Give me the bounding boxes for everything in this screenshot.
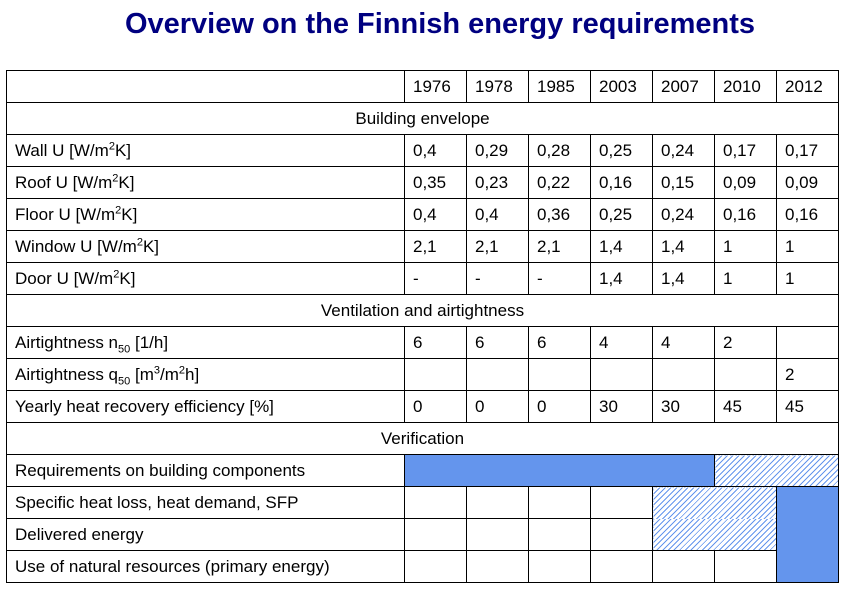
table-cell <box>467 519 529 551</box>
table-row <box>7 199 839 231</box>
table-row <box>7 327 839 359</box>
required-span <box>777 487 839 519</box>
row-label: Roof U $[W/m^2K]$ <box>7 167 405 199</box>
table-row <box>7 135 839 167</box>
year-header: 1978 <box>467 71 529 103</box>
table-cell <box>591 519 653 551</box>
table-cell <box>591 359 653 391</box>
table-cell <box>405 519 467 551</box>
table-cell: 0 <box>467 391 529 423</box>
table-cell: 6 <box>405 327 467 359</box>
table-cell: 2 <box>715 327 777 359</box>
section-row-envelope <box>7 103 839 135</box>
table-cell: - <box>405 263 467 295</box>
year-header: 1976 <box>405 71 467 103</box>
table-cell: 6 <box>467 327 529 359</box>
table-cell: 1,4 <box>653 263 715 295</box>
year-header: 2007 <box>653 71 715 103</box>
year-header: 2010 <box>715 71 777 103</box>
table-row <box>7 359 839 391</box>
section-row-ventilation <box>7 295 839 327</box>
table-cell: 0,4 <box>405 135 467 167</box>
row-label: Yearly heat recovery efficiency [%] <box>7 391 405 423</box>
table-cell: 0,09 <box>715 167 777 199</box>
table-cell: 0,24 <box>653 199 715 231</box>
table-cell: 0,16 <box>591 167 653 199</box>
table-cell <box>591 487 653 519</box>
table-cell: 0,28 <box>529 135 591 167</box>
table-cell: 0,16 <box>715 199 777 231</box>
section-heading-ventilation: Ventilation and airtightness <box>7 295 839 327</box>
row-label: Floor U $[W/m^2K]$ <box>7 199 405 231</box>
table-cell: 1,4 <box>591 263 653 295</box>
table-cell: 45 <box>777 391 839 423</box>
table-cell <box>529 359 591 391</box>
table-cell: 0 <box>405 391 467 423</box>
table-row <box>7 263 839 295</box>
required-span <box>777 551 839 583</box>
table-cell: 0,24 <box>653 135 715 167</box>
year-header: 2003 <box>591 71 653 103</box>
section-heading-verification: Verification <box>7 423 839 455</box>
table-row <box>7 519 839 551</box>
table-cell <box>529 519 591 551</box>
table-cell <box>777 327 839 359</box>
table-cell: 0,17 <box>777 135 839 167</box>
table-cell: 45 <box>715 391 777 423</box>
table-cell <box>653 551 715 583</box>
row-label: Specific heat loss, heat demand, SFP <box>7 487 405 519</box>
table-cell: 0,36 <box>529 199 591 231</box>
table-cell: - <box>467 263 529 295</box>
year-header: 1985 <box>529 71 591 103</box>
table-cell <box>529 551 591 583</box>
table-cell: 2,1 <box>467 231 529 263</box>
table-cell: 0,17 <box>715 135 777 167</box>
table-cell: 1 <box>715 263 777 295</box>
transition-span <box>653 519 777 551</box>
table-cell: 1 <box>715 231 777 263</box>
table-cell: - <box>529 263 591 295</box>
table-row <box>7 391 839 423</box>
table-cell: 0,4 <box>467 199 529 231</box>
table-cell <box>591 551 653 583</box>
table-row <box>7 487 839 519</box>
table-cell <box>467 359 529 391</box>
table-cell <box>715 551 777 583</box>
table-cell: 1 <box>777 231 839 263</box>
table-cell: 0 <box>529 391 591 423</box>
transition-span <box>653 487 777 519</box>
year-header: 2012 <box>777 71 839 103</box>
table-cell: 4 <box>653 327 715 359</box>
row-label: Airtightness $n_{50}$ [1/h] <box>7 327 405 359</box>
table-cell: 0,35 <box>405 167 467 199</box>
table-row <box>7 167 839 199</box>
table-cell: 0,4 <box>405 199 467 231</box>
table-cell: 0,22 <box>529 167 591 199</box>
table-cell: 30 <box>591 391 653 423</box>
table-cell: 0,25 <box>591 199 653 231</box>
header-corner <box>7 71 405 103</box>
header-row <box>7 71 839 103</box>
row-label: Wall U $[W/m^2K]$ <box>7 135 405 167</box>
table-cell: 1,4 <box>653 231 715 263</box>
table-cell <box>405 487 467 519</box>
table-cell <box>467 487 529 519</box>
table-cell: 4 <box>591 327 653 359</box>
table-cell: 2 <box>777 359 839 391</box>
table-cell <box>405 551 467 583</box>
table-cell <box>467 551 529 583</box>
table-cell <box>653 359 715 391</box>
table-cell: 0,16 <box>777 199 839 231</box>
table-cell: 6 <box>529 327 591 359</box>
row-label: Door U $[W/m^2K]$ <box>7 263 405 295</box>
table-row <box>7 551 839 583</box>
table-cell: 0,23 <box>467 167 529 199</box>
table-cell <box>405 359 467 391</box>
table-row <box>7 455 839 487</box>
row-label: Use of natural resources (primary energy) <box>7 551 405 583</box>
row-label: Window U $[W/m^2K]$ <box>7 231 405 263</box>
table-cell: 2,1 <box>405 231 467 263</box>
table-cell <box>529 487 591 519</box>
requirements-table <box>6 70 839 583</box>
transition-span <box>715 455 839 487</box>
table-cell: 0,09 <box>777 167 839 199</box>
table-cell: 0,15 <box>653 167 715 199</box>
row-label: Airtightness $q_{50}$ $[m^3/m^2h]$ <box>7 359 405 391</box>
row-label: Requirements on building components <box>7 455 405 487</box>
page-title: Overview on the Finnish energy requirements <box>124 8 756 40</box>
section-row-verification <box>7 423 839 455</box>
required-span <box>405 455 715 487</box>
table-cell: 30 <box>653 391 715 423</box>
table-cell <box>715 359 777 391</box>
table-cell: 1 <box>777 263 839 295</box>
table-cell: 0,29 <box>467 135 529 167</box>
table-cell: 0,25 <box>591 135 653 167</box>
table-cell: 1,4 <box>591 231 653 263</box>
section-heading-envelope: Building envelope <box>7 103 839 135</box>
table-cell: 2,1 <box>529 231 591 263</box>
table-row <box>7 231 839 263</box>
required-span <box>777 519 839 551</box>
row-label: Delivered energy <box>7 519 405 551</box>
